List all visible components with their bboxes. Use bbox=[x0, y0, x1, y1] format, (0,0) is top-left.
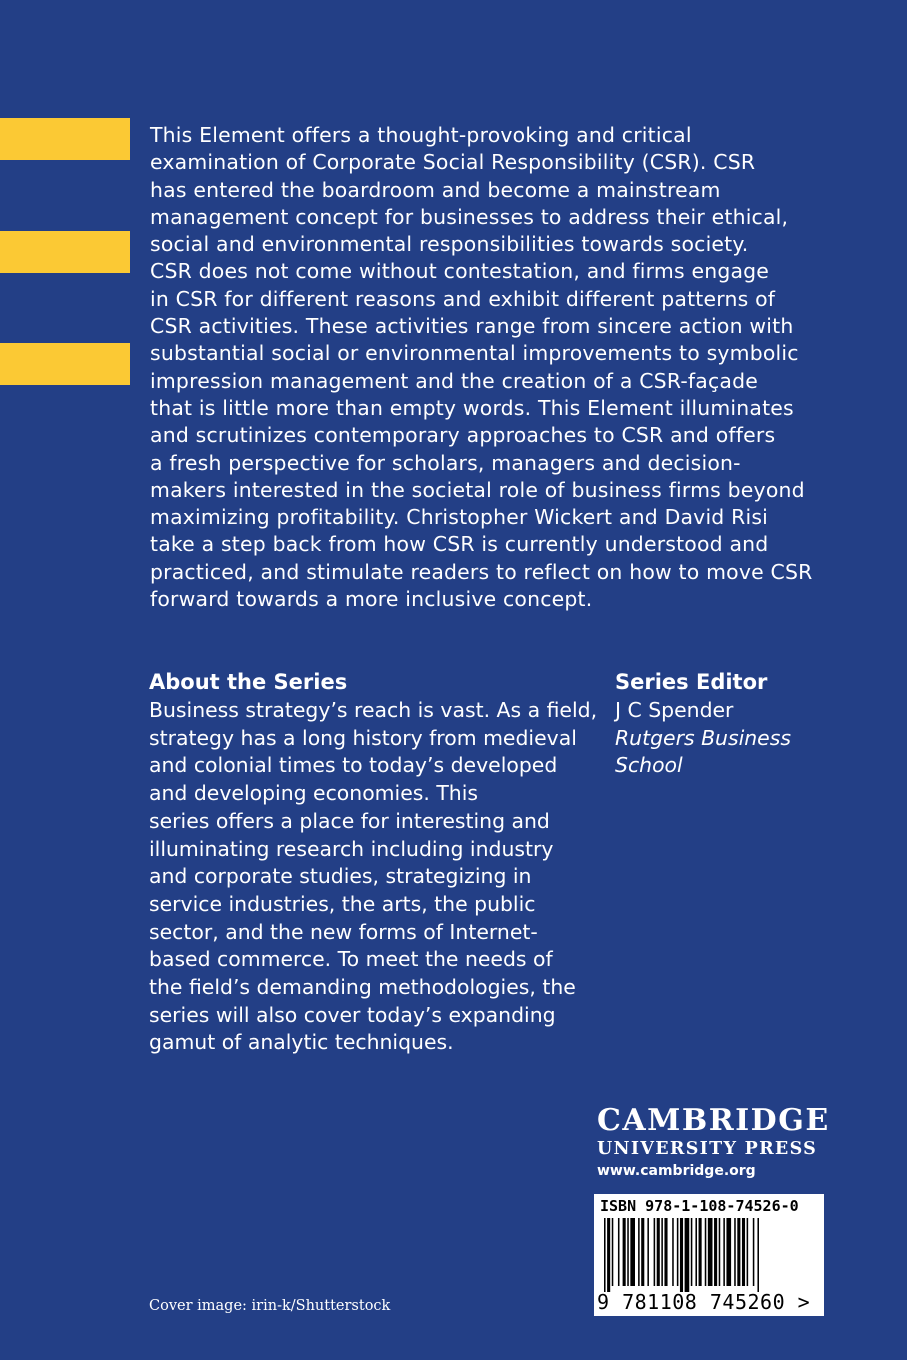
barcode-bar bbox=[726, 1218, 731, 1286]
publisher-url: www.cambridge.org bbox=[597, 1163, 756, 1179]
yellow-stripe-1 bbox=[0, 118, 130, 160]
about-series-text bbox=[149, 697, 599, 1057]
barcode-bar bbox=[677, 1218, 679, 1286]
series-line: based commerce. To meet the needs of bbox=[149, 947, 553, 972]
barcode-bar bbox=[638, 1218, 640, 1286]
barcode-bar bbox=[705, 1218, 707, 1286]
barcode-bar bbox=[664, 1218, 667, 1286]
blurb-line: management concept for businesses to address their ethical, bbox=[150, 204, 789, 229]
series-editor-heading: Series Editor bbox=[615, 670, 768, 694]
publisher-name: CAMBRIDGE bbox=[597, 1103, 830, 1138]
series-line: service industries, the arts, the public bbox=[149, 891, 536, 916]
series-line: series will also cover today’s expanding bbox=[149, 1002, 556, 1027]
book-blurb bbox=[150, 122, 840, 613]
blurb-line: has entered the boardroom and become a mainstream bbox=[150, 177, 721, 202]
blurb-line: CSR activities. These activities range from sincere action with bbox=[150, 314, 794, 339]
barcode-bar bbox=[753, 1218, 755, 1286]
series-line: illuminating research including industry bbox=[149, 836, 554, 861]
barcode-bar bbox=[607, 1218, 610, 1292]
blurb-line: and scrutinizes contemporary approaches to CSR and offers bbox=[150, 423, 776, 448]
barcode-bar bbox=[604, 1218, 606, 1292]
barcode-bar bbox=[654, 1218, 656, 1286]
barcode-bar bbox=[734, 1218, 736, 1286]
barcode-bar bbox=[708, 1218, 713, 1286]
barcode-bar bbox=[647, 1218, 649, 1286]
barcode-bar bbox=[699, 1218, 702, 1286]
blurb-line: that is little more than empty words. This Element illuminates bbox=[150, 395, 794, 420]
publisher-logo bbox=[597, 1103, 830, 1182]
barcode-bar bbox=[657, 1218, 660, 1286]
barcode-bar bbox=[612, 1218, 614, 1286]
barcode-bar bbox=[723, 1218, 725, 1286]
publisher-subtitle: UNIVERSITY PRESS bbox=[597, 1139, 818, 1159]
barcode-bar bbox=[661, 1218, 663, 1286]
blurb-line: take a step back from how CSR is currently understood and bbox=[150, 532, 769, 557]
blurb-line: forward towards a more inclusive concept. bbox=[150, 587, 593, 612]
series-line: and colonial times to today’s developed bbox=[149, 753, 558, 778]
barcode-bar bbox=[641, 1218, 644, 1286]
yellow-stripe-2 bbox=[0, 231, 130, 273]
series-line: sector, and the new forms of Internet- bbox=[149, 919, 538, 944]
barcode-digits: 9 781108 745260 > bbox=[597, 1290, 811, 1314]
barcode-bar bbox=[737, 1218, 740, 1286]
blurb-line: This Element offers a thought-provoking and critical bbox=[150, 123, 692, 147]
barcode-bar bbox=[627, 1218, 629, 1286]
series-line: the field’s demanding methodologies, the bbox=[149, 975, 576, 1000]
blurb-line: makers interested in the societal role of business firms beyond bbox=[150, 477, 805, 502]
cover-credit: Cover image: irin-k/Shutterstock bbox=[149, 1298, 391, 1314]
series-line: and developing economies. This bbox=[149, 781, 478, 806]
blurb-line: substantial social or environmental improvements to symbolic bbox=[150, 341, 799, 366]
series-editor-info bbox=[615, 697, 791, 780]
series-line: series offers a place for interesting and bbox=[149, 808, 550, 833]
barcode-bar bbox=[719, 1218, 721, 1286]
blurb-line: examination of Corporate Social Responsibility (CSR). CSR bbox=[150, 150, 756, 175]
barcode-bar bbox=[680, 1218, 683, 1292]
blurb-line: CSR does not come without contestation, and firms engage bbox=[150, 259, 770, 284]
blurb-line: a fresh perspective for scholars, managers and decision- bbox=[150, 450, 741, 475]
barcode-bar bbox=[618, 1218, 620, 1286]
barcode-bar bbox=[695, 1218, 697, 1286]
blurb-line: in CSR for different reasons and exhibit different patterns of bbox=[150, 286, 776, 311]
about-series-heading: About the Series bbox=[149, 670, 348, 694]
editor-affiliation-cont: School bbox=[615, 753, 683, 778]
barcode-bar bbox=[691, 1218, 693, 1286]
series-line: Business strategy’s reach is vast. As a field, bbox=[149, 698, 598, 722]
barcode-bar bbox=[685, 1218, 690, 1292]
barcode-bar bbox=[742, 1218, 745, 1286]
barcode-bar bbox=[757, 1218, 759, 1292]
editor-name: J C Spender bbox=[615, 698, 734, 722]
barcode-icon bbox=[600, 1218, 810, 1292]
series-line: gamut of analytic techniques. bbox=[149, 1030, 454, 1055]
blurb-line: practiced, and stimulate readers to reflect on how to move CSR bbox=[150, 559, 813, 584]
barcode-bar bbox=[672, 1218, 674, 1286]
barcode-bar bbox=[714, 1218, 717, 1286]
barcode-bar bbox=[747, 1218, 749, 1286]
barcode-bar bbox=[623, 1218, 626, 1286]
blurb-line: maximizing profitability. Christopher Wickert and David Risi bbox=[150, 505, 769, 530]
barcode-bar bbox=[630, 1218, 635, 1286]
yellow-stripe-3 bbox=[0, 343, 130, 385]
editor-affiliation: Rutgers Business bbox=[615, 725, 791, 750]
series-line: strategy has a long history from medieval bbox=[149, 725, 577, 750]
series-line: and corporate studies, strategizing in bbox=[149, 864, 532, 889]
isbn-barcode bbox=[594, 1194, 824, 1316]
blurb-line: social and environmental responsibilities towards society. bbox=[150, 232, 749, 257]
blurb-line: impression management and the creation of a CSR-façade bbox=[150, 368, 758, 393]
isbn-label: ISBN 978-1-108-74526-0 bbox=[600, 1197, 799, 1215]
